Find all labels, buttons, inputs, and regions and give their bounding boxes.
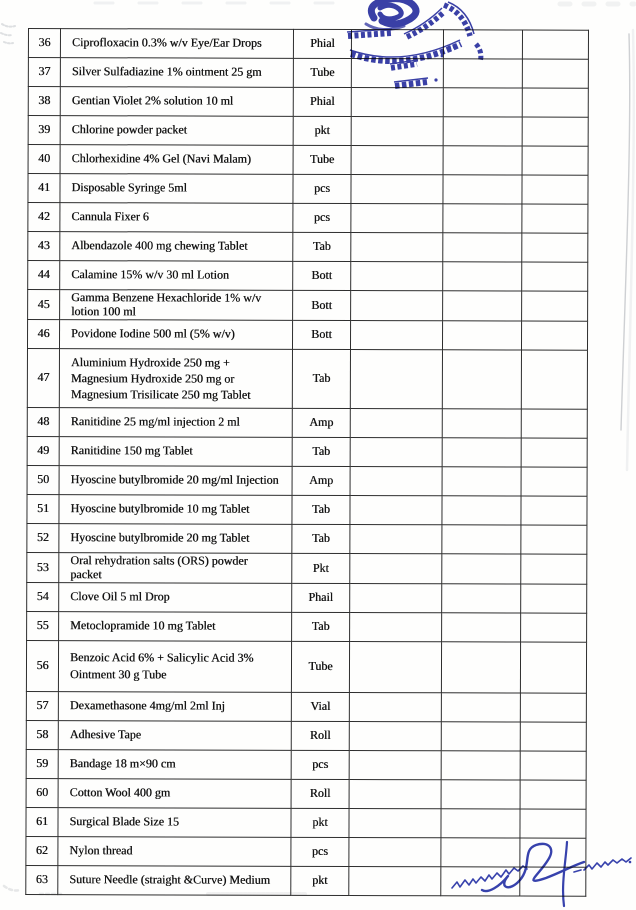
item-description: Hyoscine butylbromide 10 mg Tablet: [59, 495, 292, 525]
empty-cell: [520, 809, 586, 838]
item-number: 41: [28, 174, 60, 203]
table-row: [27, 349, 587, 410]
empty-cell: [350, 584, 442, 613]
empty-cell: [442, 467, 521, 496]
empty-cell: [349, 722, 441, 751]
table-row: [28, 116, 588, 147]
item-description: Chlorine powder packet: [60, 116, 293, 146]
table-row: [26, 720, 586, 751]
item-unit: Bott: [293, 261, 351, 290]
item-unit: Vial: [291, 692, 349, 721]
empty-cell: [443, 175, 522, 204]
table-row: [28, 203, 588, 234]
empty-cell: [442, 613, 521, 642]
item-unit: pcs: [291, 750, 349, 779]
item-description: Suture Needle (straight &Curve) Medium: [58, 866, 291, 896]
empty-cell: [522, 262, 588, 291]
empty-cell: [351, 233, 443, 262]
empty-cell: [521, 496, 587, 525]
empty-cell: [443, 117, 522, 146]
empty-cell: [350, 321, 442, 350]
item-description: Nylon thread: [58, 837, 291, 867]
item-number: 49: [27, 436, 59, 465]
scan-noise-top-left: [1, 24, 15, 43]
empty-cell: [521, 438, 587, 467]
item-number: 50: [27, 465, 59, 494]
item-unit: Tube: [293, 58, 351, 87]
item-unit: Amp: [292, 408, 350, 437]
table-row: [27, 611, 587, 642]
empty-cell: [520, 838, 586, 867]
empty-cell: [441, 722, 520, 751]
table-row: [26, 749, 586, 780]
empty-cell: [349, 751, 441, 780]
signature-ink-dot: [629, 861, 632, 864]
empty-cell: [351, 204, 443, 233]
table-row: [27, 320, 587, 351]
item-number: 36: [28, 29, 60, 58]
table-row: [26, 807, 586, 838]
empty-cell: [441, 642, 520, 693]
item-number: 54: [27, 582, 59, 611]
empty-cell: [442, 554, 521, 584]
item-unit: Phial: [293, 29, 351, 58]
empty-cell: [351, 59, 443, 88]
item-unit: Pkt: [292, 553, 350, 583]
empty-cell: [350, 350, 442, 409]
empty-cell: [443, 30, 522, 59]
item-number: 46: [27, 320, 59, 349]
item-description: Dexamethasone 4mg/ml 2ml Inj: [58, 692, 291, 722]
item-description: Gamma Benzene Hexachloride 1% w/v lotion 100 ml: [60, 290, 293, 321]
empty-cell: [522, 30, 588, 59]
empty-cell: [351, 175, 443, 204]
item-unit: Amp: [292, 466, 350, 495]
item-unit: pcs: [291, 837, 349, 866]
item-description: Metoclopramide 10 mg Tablet: [59, 612, 292, 642]
item-number: 59: [26, 749, 58, 778]
item-description: Oral rehydration salts (ORS) powder packet: [59, 553, 292, 584]
table-row: [27, 436, 587, 467]
item-number: 38: [28, 87, 60, 116]
item-unit: Bott: [293, 290, 351, 320]
item-unit: pcs: [293, 174, 351, 203]
item-description: Calamine 15% w/v 30 ml Lotion: [60, 261, 293, 291]
item-unit: pcs: [293, 203, 351, 232]
item-description: Hyoscine butylbromide 20 mg/ml Injection: [59, 466, 292, 496]
empty-cell: [441, 838, 520, 867]
item-number: 56: [26, 640, 58, 691]
empty-cell: [349, 809, 441, 838]
empty-cell: [522, 291, 588, 321]
item-number: 45: [28, 290, 60, 320]
item-unit: pkt: [291, 866, 349, 895]
item-description: Albendazole 400 mg chewing Tablet: [60, 232, 293, 262]
item-description: Disposable Syringe 5ml: [60, 174, 293, 204]
item-unit: Tab: [292, 437, 350, 466]
empty-cell: [522, 88, 588, 117]
item-number: 48: [27, 407, 59, 436]
item-number: 53: [27, 552, 59, 582]
item-unit: Phail: [292, 583, 350, 612]
empty-cell: [520, 642, 586, 693]
item-unit: Tab: [292, 612, 350, 641]
item-unit: Roll: [291, 779, 349, 808]
items-table-body: [26, 29, 589, 897]
empty-cell: [522, 175, 588, 204]
empty-cell: [521, 525, 587, 554]
item-description: Ranitidine 150 mg Tablet: [59, 437, 292, 467]
table-row: [28, 58, 588, 89]
supply-items-table: [25, 28, 589, 897]
item-number: 62: [26, 836, 58, 865]
item-unit: Tab: [292, 524, 350, 553]
item-description: Ranitidine 25 mg/ml injection 2 ml: [59, 408, 292, 438]
item-number: 44: [28, 261, 60, 290]
item-description: Bandage 18 m×90 cm: [58, 750, 291, 780]
empty-cell: [442, 409, 521, 438]
item-number: 51: [27, 494, 59, 523]
table-row: [26, 691, 586, 722]
stamp-emblem: [366, 0, 416, 30]
empty-cell: [520, 780, 586, 809]
table-row: [28, 174, 588, 205]
table-row: [28, 145, 588, 176]
item-description: Adhesive Tape: [58, 721, 291, 751]
empty-cell: [521, 409, 587, 438]
empty-cell: [521, 554, 587, 584]
empty-cell: [349, 780, 441, 809]
empty-cell: [349, 838, 441, 867]
item-number: 58: [26, 720, 58, 749]
table-row: [27, 407, 587, 438]
item-number: 55: [27, 611, 59, 640]
empty-cell: [350, 467, 442, 496]
item-description: Cotton Wool 400 gm: [58, 779, 291, 809]
empty-cell: [351, 146, 443, 175]
item-description: Povidone Iodine 500 ml (5% w/v): [59, 320, 292, 350]
page-edge-shadow-soft: [627, 30, 634, 470]
empty-cell: [522, 117, 588, 146]
empty-cell: [349, 867, 441, 896]
table-row: [27, 552, 587, 584]
item-description: Cannula Fixer 6: [60, 203, 293, 233]
table-row: [27, 465, 587, 496]
empty-cell: [350, 613, 442, 642]
empty-cell: [443, 204, 522, 233]
empty-cell: [522, 146, 588, 175]
empty-cell: [350, 525, 442, 554]
item-number: 39: [28, 116, 60, 145]
empty-cell: [442, 584, 521, 613]
empty-cell: [350, 554, 442, 584]
empty-cell: [522, 204, 588, 233]
table-row: [26, 778, 586, 809]
empty-cell: [443, 262, 522, 291]
item-number: 37: [28, 58, 60, 87]
empty-cell: [351, 88, 443, 117]
item-description: Clove Oil 5 ml Drop: [59, 583, 292, 613]
empty-cell: [349, 642, 441, 693]
item-unit: Phial: [293, 87, 351, 116]
item-number: 63: [26, 865, 58, 894]
empty-cell: [442, 496, 521, 525]
empty-cell: [521, 613, 587, 642]
item-unit: Tube: [293, 145, 351, 174]
item-number: 47: [27, 349, 59, 408]
item-description: Chlorhexidine 4% Gel (Navi Malam): [60, 145, 293, 175]
table-row: [27, 582, 587, 613]
item-unit: Tab: [292, 349, 350, 408]
empty-cell: [441, 693, 520, 722]
empty-cell: [522, 233, 588, 262]
table-row: [28, 290, 588, 322]
table-row: [26, 640, 586, 693]
item-number: 57: [26, 691, 58, 720]
item-number: 60: [26, 778, 58, 807]
item-description: Ciprofloxacin 0.3% w/v Eye/Ear Drops: [60, 29, 293, 59]
empty-cell: [441, 867, 520, 896]
item-description: Surgical Blade Size 15: [58, 808, 291, 838]
empty-cell: [351, 30, 443, 59]
empty-cell: [520, 751, 586, 780]
empty-cell: [442, 350, 521, 409]
item-unit: Tube: [291, 641, 349, 692]
item-number: 42: [28, 203, 60, 232]
item-description: Benzoic Acid 6% + Salicylic Acid 3% Ointment 30 g Tube: [58, 641, 291, 693]
empty-cell: [521, 467, 587, 496]
empty-cell: [521, 350, 587, 409]
empty-cell: [351, 291, 443, 321]
item-number: 52: [27, 523, 59, 552]
empty-cell: [441, 780, 520, 809]
empty-cell: [442, 525, 521, 554]
table-row: [26, 836, 586, 867]
table-row: [26, 865, 586, 896]
table-row: [28, 232, 588, 263]
empty-cell: [443, 233, 522, 262]
item-unit: Tab: [292, 495, 350, 524]
table-row: [27, 523, 587, 554]
empty-cell: [442, 321, 521, 350]
empty-cell: [350, 496, 442, 525]
item-unit: Bott: [292, 320, 350, 349]
empty-cell: [442, 438, 521, 467]
empty-cell: [443, 88, 522, 117]
item-number: 61: [26, 807, 58, 836]
item-number: 40: [28, 145, 60, 174]
empty-cell: [443, 291, 522, 321]
empty-cell: [521, 584, 587, 613]
table-row: [28, 87, 588, 118]
item-number: 43: [28, 232, 60, 261]
empty-cell: [520, 867, 586, 896]
item-description: Silver Sulfadiazine 1% ointment 25 gm: [60, 58, 293, 88]
item-description: Aluminium Hydroxide 250 mg + Magnesium Hydroxide 250 mg or Magnesium Trisilicate 250 mg Tablet: [59, 349, 292, 409]
item-unit: pkt: [291, 808, 349, 837]
empty-cell: [443, 146, 522, 175]
table-row: [28, 29, 588, 60]
empty-cell: [441, 809, 520, 838]
empty-cell: [349, 693, 441, 722]
item-unit: pkt: [293, 116, 351, 145]
empty-cell: [350, 438, 442, 467]
empty-cell: [522, 59, 588, 88]
item-description: Gentian Violet 2% solution 10 ml: [60, 87, 293, 117]
table-row: [28, 261, 588, 292]
empty-cell: [441, 751, 520, 780]
item-unit: Roll: [291, 721, 349, 750]
page-edge-shadow: [621, 34, 630, 430]
table-row: [27, 494, 587, 525]
empty-cell: [520, 693, 586, 722]
empty-cell: [351, 117, 443, 146]
empty-cell: [351, 262, 443, 291]
empty-cell: [520, 722, 586, 751]
item-unit: Tab: [293, 232, 351, 261]
empty-cell: [350, 409, 442, 438]
item-description: Hyoscine butylbromide 20 mg Tablet: [59, 524, 292, 554]
empty-cell: [443, 59, 522, 88]
empty-cell: [521, 321, 587, 350]
